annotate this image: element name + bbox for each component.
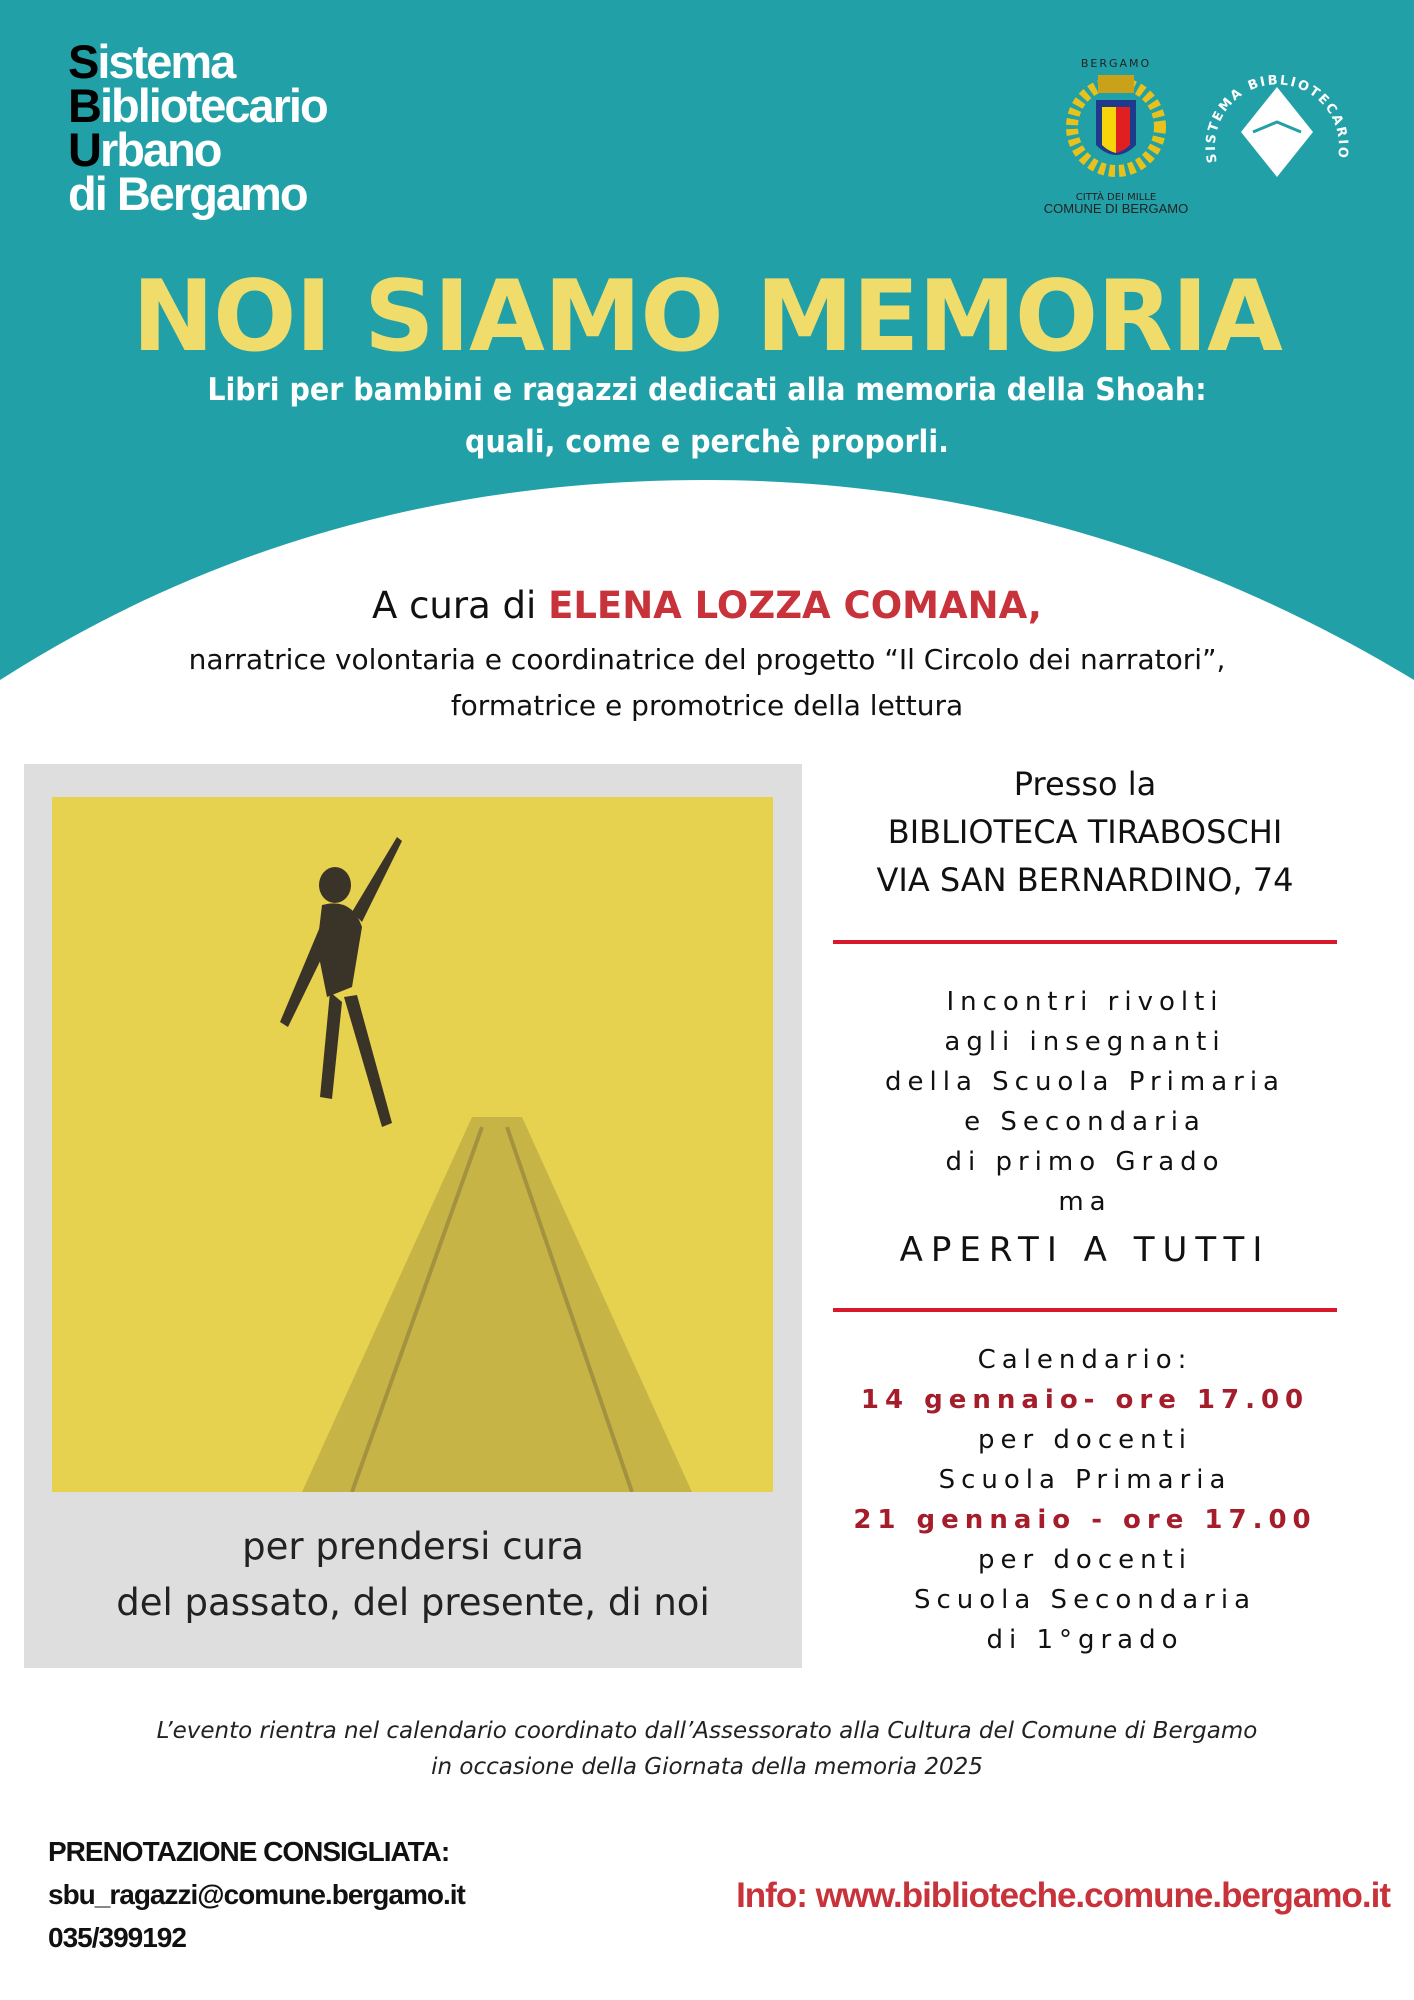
booking: PRENOTAZIONE CONSIGLIATA: sbu_ragazzi@comune.bergamo.it 035/399192 (48, 1830, 465, 1959)
curator-name: ELENA LOZZA COMANA, (548, 584, 1042, 627)
venue: Presso la BIBLIOTECA TIRABOSCHI VIA SAN BERNARDINO, 74 (876, 765, 1294, 899)
sbu-logo: Sistema Bibliotecario Urbano di Bergamo (68, 35, 327, 220)
divider (833, 1308, 1337, 1312)
curator-role-2: formatrice e promotrice della lettura (450, 689, 964, 722)
note-line-2: in occasione della Giornata della memoria 2025 (431, 1754, 983, 1780)
caption-line-1: per prendersi cura (242, 1525, 584, 1568)
info-website-link[interactable]: Info: www.biblioteche.comune.bergamo.it (736, 1876, 1390, 1915)
booking-phone[interactable]: 035/399192 (48, 1922, 186, 1953)
curator: A cura di ELENA LOZZA COMANA, (372, 584, 1042, 627)
subtitle-line-1: Libri per bambini e ragazzi dedicati alla memoria della Shoah: (207, 372, 1207, 408)
note-line-1: L’evento rientra nel calendario coordinato dall’Assessorato alla Cultura del Comune di Bergamo (156, 1718, 1258, 1744)
divider (833, 940, 1337, 944)
subtitle-line-2: quali, come e perchè proporli. (465, 424, 949, 460)
curator-role-1: narratrice volontaria e coordinatrice del progetto “Il Circolo dei narratori”, (188, 643, 1226, 676)
caption-line-2: del passato, del presente, di noi (116, 1581, 710, 1624)
comune-di-bergamo-logo: BERGAMO CITTÀ DEI MILLE COMUNE DI BERGAMO (1030, 55, 1230, 225)
svg-text:BERGAMO: BERGAMO (1080, 57, 1152, 70)
audience: Incontri rivolti agli insegnanti della Scuola Primaria e Secondaria di primo Grado ma APERTI A TUTTI (830, 982, 1340, 1278)
book-cover-illustration (52, 797, 773, 1492)
open-to-all: APERTI A TUTTI (899, 1230, 1271, 1270)
event-title: NOI SIAMO MEMORIA (132, 260, 1282, 374)
event-date: 14 gennaio- ore 17.00 (860, 1385, 1310, 1415)
booking-email[interactable]: sbu_ragazzi@comune.bergamo.it (48, 1879, 465, 1910)
svg-text:CITTÀ DEI MILLE: CITTÀ DEI MILLE (1075, 192, 1157, 203)
event-date: 21 gennaio - ore 17.00 (853, 1505, 1317, 1535)
sistema-bibliotecario-logo (1195, 62, 1360, 207)
calendar: Calendario: 14 gennaio- ore 17.00 per docenti Scuola Primaria 21 gennaio - ore 17.00 per docenti Scuola Secondaria di 1°grado (830, 1340, 1340, 1660)
svg-text:SISTEMA BIBLIOTECARIO URBANO B: SISTEMA BIBLIOTECARIO (1203, 73, 1351, 164)
book-diamond-icon (1241, 87, 1313, 177)
